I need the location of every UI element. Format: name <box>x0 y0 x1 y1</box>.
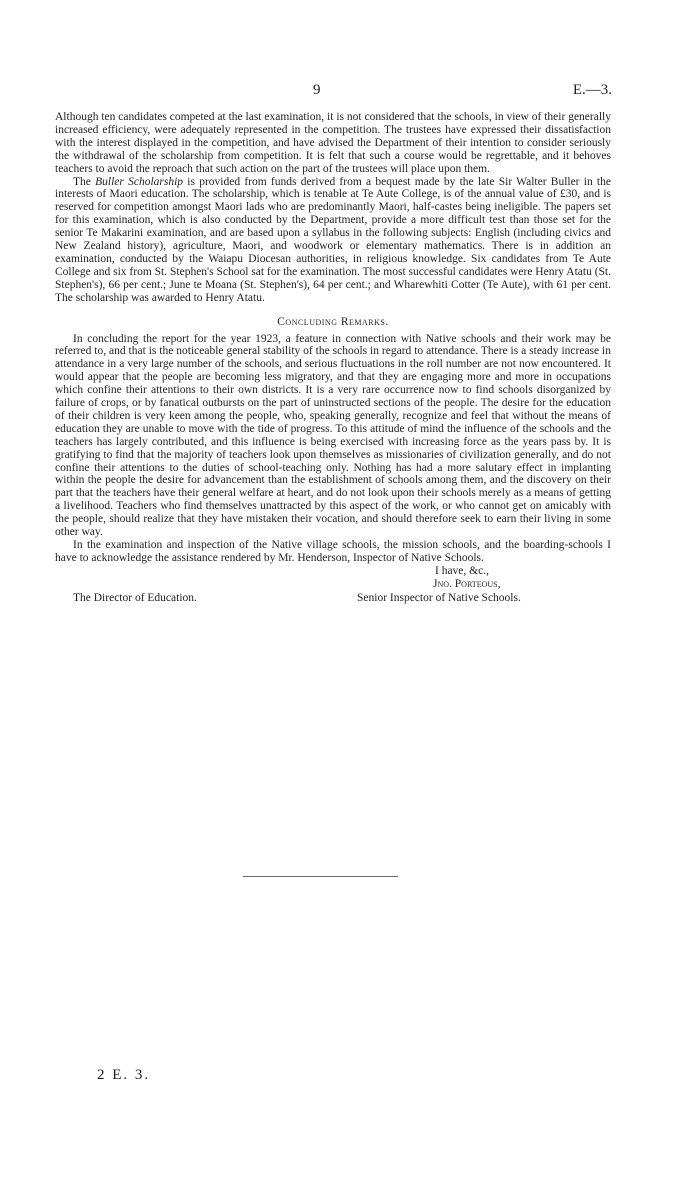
signature-name: Jno. Porteous, <box>433 577 501 590</box>
paragraph-acknowledgement: In the examination and inspection of the Native village schools, the mission schools, and the boarding-schools I have to acknowledge the assistance rendered by Mr. Henderson, Inspector of Native Schools. <box>55 539 611 564</box>
signer-title: Senior Inspector of Native Schools. <box>357 591 521 604</box>
salutation: I have, &c., <box>435 564 489 577</box>
paragraph-buller-scholarship: The Buller Scholarship is provided from funds derived from a bequest made by the late Sir Walter Buller in the interests of Maori education. The scholarship, which is tenable at Te Aute College, is of the annual value of £30, and is reserved for competition amongst Maori lads who are predominantly Maori, half-castes being ineligible. The papers set for this examination, which is also conducted by the Department, provide a more difficult test than those set for the senior Te Makarini examination, and are based upon a syllabus in the following subjects: English (including civics and New Zealand history), agriculture, Maori, and woodwork or elementary mathematics. There is in addition an examination, conducted by the Waiapu Diocesan authorities, in religious knowledge. Six candidates from Te Aute College and six from St. Stephen's School sat for the examination. The most successful candidates were Henry Atatu (St. Stephen's), 66 per cent.; June te Moana (St. Stephen's), 64 per cent.; and Wharewhiti Cotter (Te Aute), with 61 per cent. The scholarship was awarded to Henry Atatu. <box>55 175 611 304</box>
page-number: 9 <box>313 82 321 98</box>
section-heading: Concluding Remarks. <box>277 315 389 328</box>
report-body <box>55 111 611 605</box>
printer-signature-mark: 2 E. 3. <box>97 1067 151 1083</box>
paragraph-concluding-remarks: In concluding the report for the year 1923, a feature in connection with Native schools and their work may be referred to, and that is the noticeable general stability of the schools in regard to attendance. There is a steady increase in attendance in a very large number of the schools, and serious fluctuations in the roll number are not now encountered. It would appear that the people are becoming less migratory, and that they are engaging more and more in occupations which confine their attentions to their own districts. It is a very rare occurrence now to find schools disorganized by failure of crops, or by fanatical outbursts on the part of uninstructed sections of the people. The desire for the education of their children is very keen among the people, who, speaking generally, recognize and feel that without the means of education they are unable to move with the tide of progress. To this attitude of mind the influence of the schools and the teachers has largely contributed, and this influence is being exercised with increasing force as the years pass by. It is gratifying to find that the majority of teachers look upon themselves as missionaries of civilization generally, and do not confine their attentions to the duties of school-teaching only. Nothing has had a more salutary effect in implanting within the people the desire for advancement than the establishment of schools among them, and the discovery on their part that the teachers have their general welfare at heart, and do not look upon their schools merely as a means of getting a livelihood. Teachers who find themselves unattracted by this aspect of the work, or who cannot get on amicably with the people, should realize that they have mistaken their vocation, and should therefore seek to earn their living in some other way. <box>55 332 611 539</box>
paragraph-scholarship-competition: Although ten candidates competed at the last examination, it is not considered that the schools, in view of their generally increased efficiency, were adequately represented in the competition. The trustees have expressed their dissatisfaction with the interest displayed in the competition, and have advised the Department of their intention to consider seriously the withdrawal of the scholarship from competition. It is felt that such a course would be regrettable, and it behoves teachers to avoid the reproach that such action on the part of the trustees will place upon them. <box>55 111 611 175</box>
letter-closing <box>55 565 611 605</box>
buller-scholarship-title: Buller Scholarship <box>95 175 184 188</box>
addressee: The Director of Education. <box>73 591 197 604</box>
end-rule-divider <box>243 876 398 877</box>
document-reference: E.—3. <box>572 82 612 98</box>
